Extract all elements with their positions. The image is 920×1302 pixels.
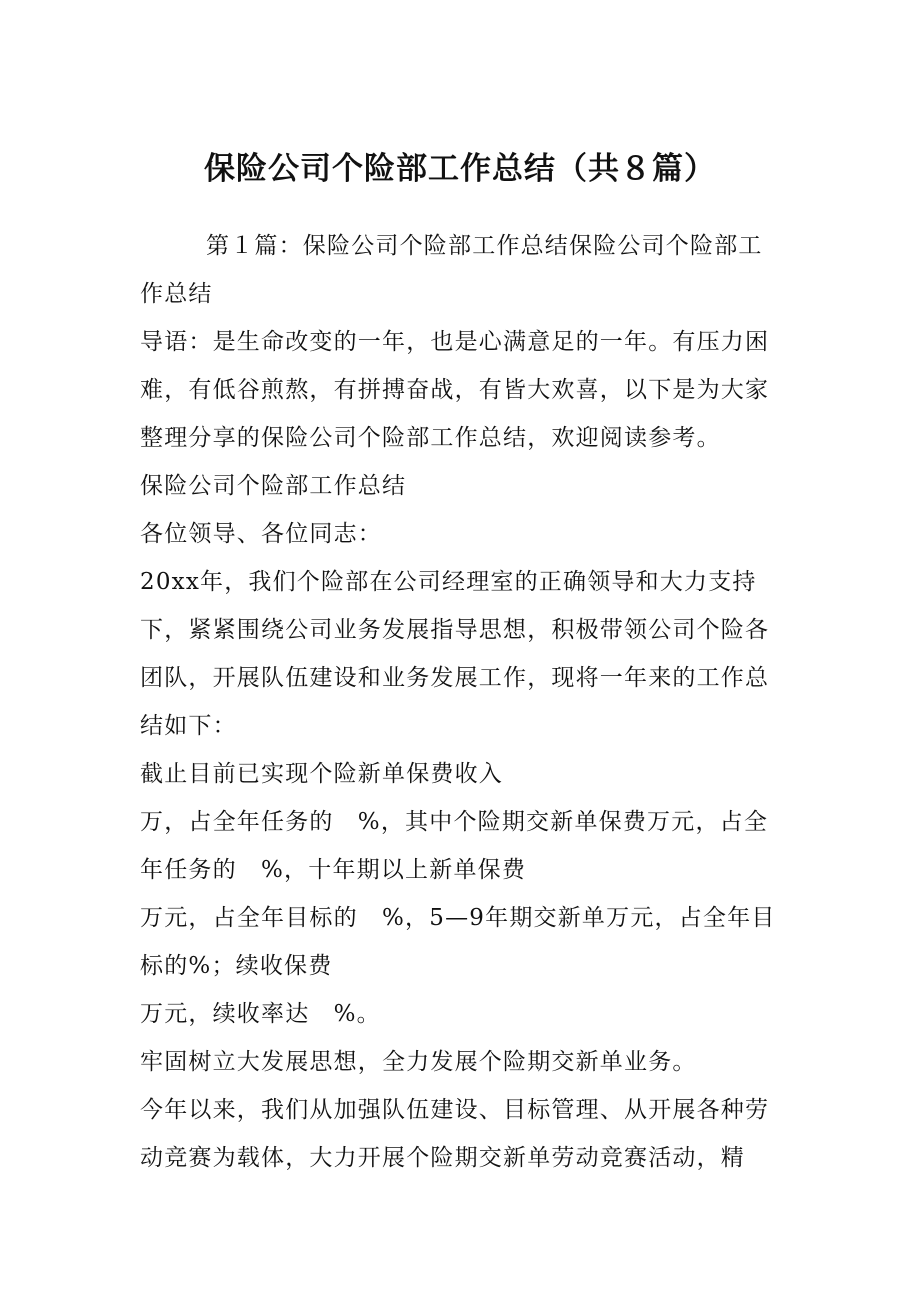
paragraph-section-heading: 牢固树立大发展思想，全力发展个险期交新单业务。 — [140, 1049, 697, 1075]
paragraph-overview: 20xx年，我们个险部在公司经理室的正确领导和大力支持下，紧紧围绕公司业务发展指导思想，积极带领公司个险各团队，开展队伍建设和业务发展工作，现将一年来的工作总结如下： — [140, 569, 770, 739]
paragraph-subtitle: 保险公司个险部工作总结 — [140, 473, 407, 499]
paragraph-task-share: 万，占全年任务的 %，其中个险期交新单保费万元，占全年任务的 %，十年期以上新单保费 — [140, 809, 769, 883]
document-title: 保险公司个险部工作总结（共８篇） — [204, 151, 716, 187]
paragraph-intro: 导语：是生命改变的一年，也是心满意足的一年。有压力困难，有低谷煎熬，有拼搏奋战，有皆大欢喜，以下是为大家整理分享的保险公司个险部工作总结，欢迎阅读参考。 — [140, 329, 770, 451]
document-body — [140, 222, 782, 1182]
paragraph-salutation: 各位领导、各位同志： — [140, 521, 382, 547]
chapter-heading: 第１篇：保险公司个险部工作总结保险公司个险部工作总结 — [140, 233, 763, 307]
paragraph-renewal-rate: 万元，续收率达 %。 — [140, 1001, 381, 1027]
paragraph-premium-income: 截止目前已实现个险新单保费收入 — [140, 761, 503, 787]
paragraph-target-share: 万元，占全年目标的 %，5—9年期交新单万元，占全年目标的%；续收保费 — [140, 905, 776, 979]
paragraph-activities: 今年以来，我们从加强队伍建设、目标管理、从开展各种劳动竞赛为载体，大力开展个险期交新单劳动竞赛活动，精 — [140, 1097, 770, 1171]
